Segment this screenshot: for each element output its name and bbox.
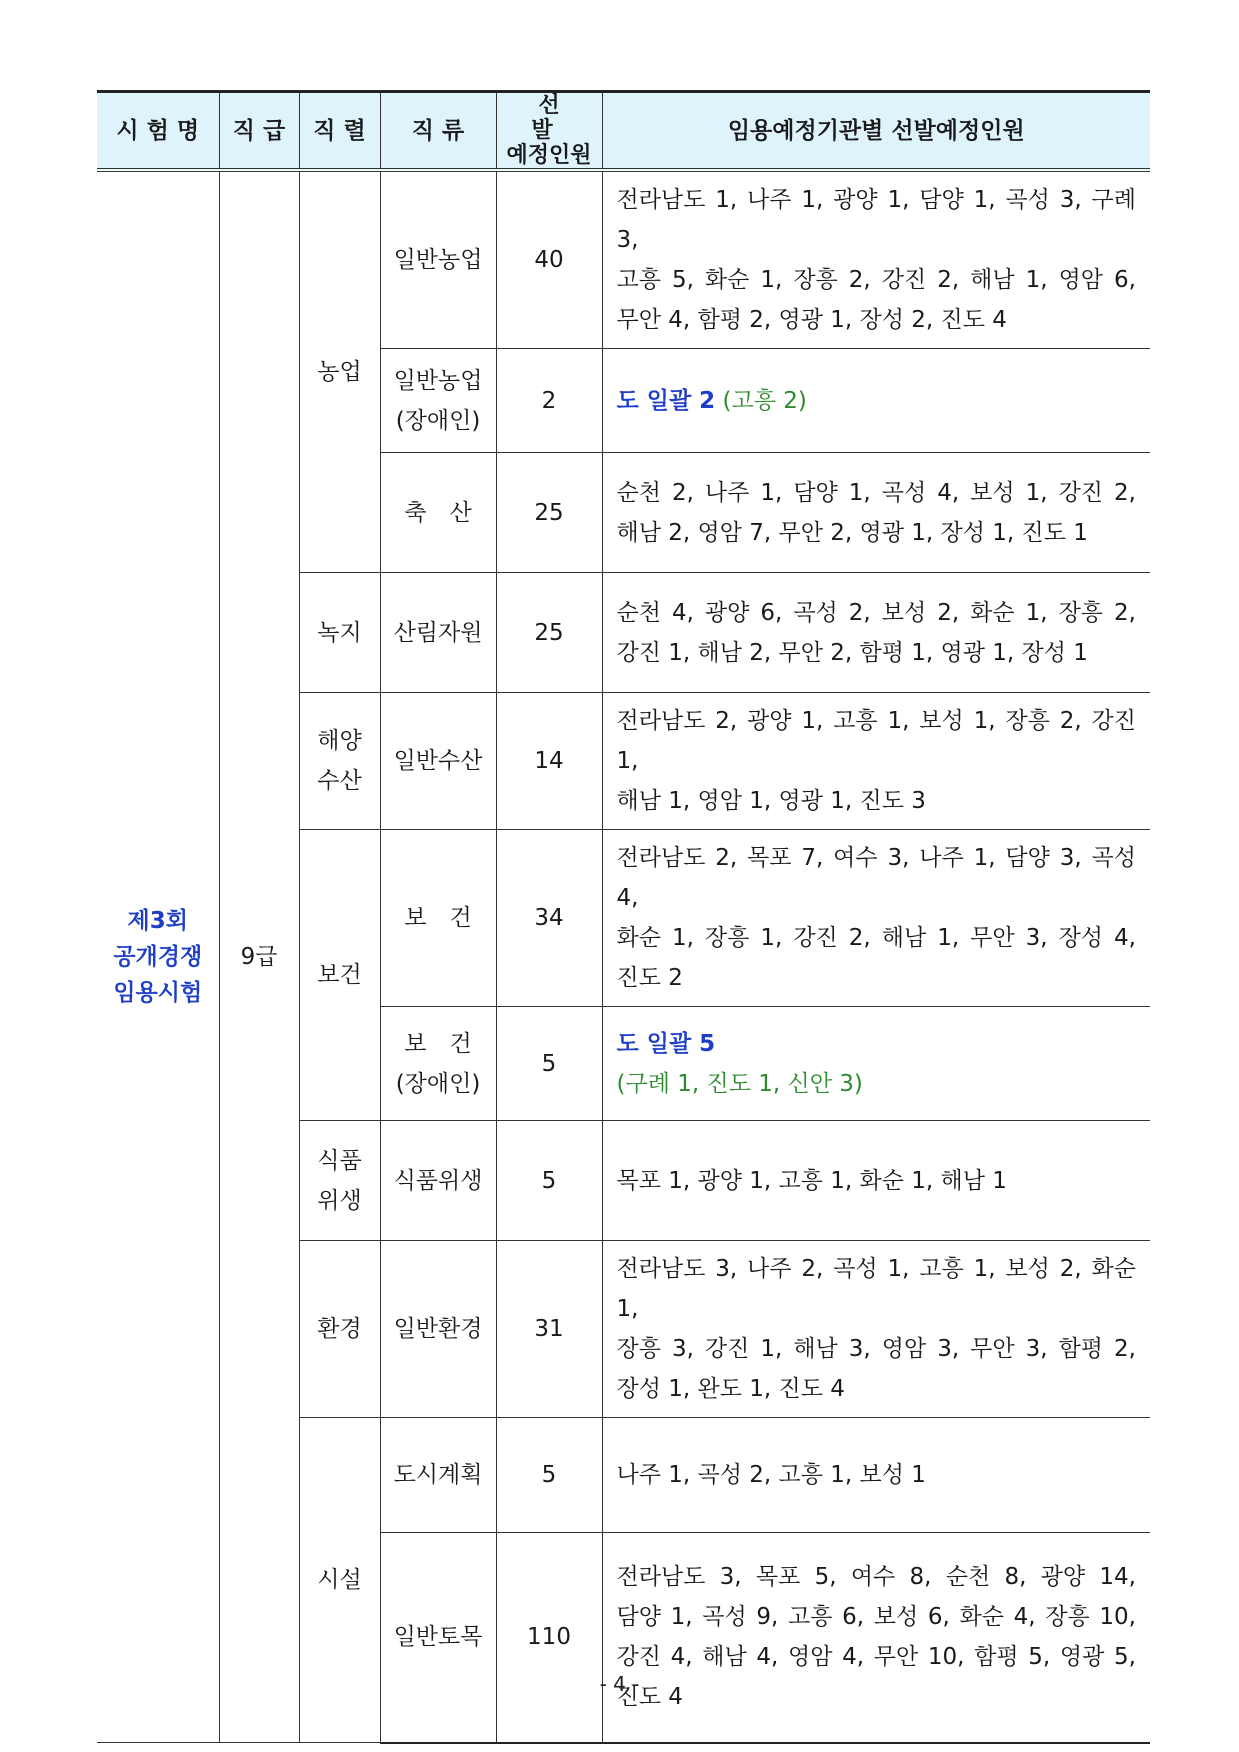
count-cell: 5	[496, 1121, 602, 1241]
allocation-line: 순천 4, 광양 6, 곡성 2, 보성 2, 화순 1, 장흥 2,	[616, 599, 1136, 626]
count-cell: 5	[496, 1418, 602, 1533]
allocation-line: 고흥 5, 화순 1, 장흥 2, 강진 2, 해남 1, 영암 6,	[616, 267, 1136, 293]
kind-cell: 일반농업	[380, 170, 496, 349]
allocation-line: 순천 2, 나주 1, 담양 1, 곡성 4, 보성 1, 강진 2,	[616, 479, 1136, 506]
allocation-cell	[602, 573, 1150, 693]
allocation-line: 전라남도 3, 나주 2, 곡성 1, 고흥 1, 보성 2, 화순 1,	[616, 1256, 1136, 1322]
series-health: 보건	[299, 830, 380, 1121]
allocation-line: 전라남도 3, 목포 5, 여수 8, 순천 8, 광양 14,	[616, 1564, 1136, 1591]
kind-cell: 산림자원	[380, 573, 496, 693]
allocation-line: 나주 1, 곡성 2, 고흥 1, 보성 1	[616, 1462, 926, 1488]
allocation-line: 강진 1, 해남 2, 무안 2, 함평 1, 영광 1, 장성 1	[616, 639, 1088, 666]
batch-label: 도 일괄 2	[616, 387, 716, 414]
count-cell: 5	[496, 1007, 602, 1121]
count-cell: 40	[496, 170, 602, 349]
allocation-line: 진도 2	[616, 965, 683, 991]
count-cell: 2	[496, 349, 602, 453]
exam-name-line3: 임용시험	[113, 980, 203, 1006]
allocation-cell	[602, 1241, 1150, 1418]
allocation-cell	[602, 349, 1150, 453]
header-row	[97, 92, 1150, 171]
allocation-cell	[602, 693, 1150, 830]
header-count-line2: 예정인원	[506, 143, 592, 168]
batch-detail: (고흥 2)	[722, 387, 807, 414]
kind-cell: 도시계획	[380, 1418, 496, 1533]
allocation-line: 장성 1, 완도 1, 진도 4	[616, 1376, 845, 1402]
allocation-line: 강진 4, 해남 4, 영암 4, 무안 10, 함평 5, 영광 5,	[616, 1644, 1136, 1671]
table-row	[97, 170, 1150, 349]
batch-detail: (구례 1, 진도 1, 신안 3)	[616, 1070, 863, 1097]
header-series: 직 렬	[299, 92, 380, 171]
allocation-cell	[602, 1418, 1150, 1533]
header-exam: 시 험 명	[97, 92, 219, 171]
allocation-line: 해남 1, 영암 1, 영광 1, 진도 3	[616, 788, 926, 814]
series-food: 식품 위생	[299, 1121, 380, 1241]
allocation-line: 목포 1, 광양 1, 고흥 1, 화순 1, 해남 1	[616, 1167, 1007, 1194]
allocation-line: 전라남도 2, 광양 1, 고흥 1, 보성 1, 장흥 2, 강진 1,	[616, 708, 1136, 774]
allocation-cell	[602, 1121, 1150, 1241]
series-forest: 녹지	[299, 573, 380, 693]
series-facility: 시설	[299, 1418, 380, 1743]
exam-name-cell	[97, 170, 219, 1743]
header-count	[496, 92, 602, 171]
kind-cell: 축 산	[380, 453, 496, 573]
allocation-line: 화순 1, 장흥 1, 강진 2, 해남 1, 무안 3, 장성 4,	[616, 925, 1136, 951]
header-count-line1: 선 발	[531, 93, 574, 143]
header-allocation: 임용예정기관별 선발예정인원	[602, 92, 1150, 171]
grade-cell: 9급	[219, 170, 299, 1743]
allocation-line: 전라남도 1, 나주 1, 광양 1, 담양 1, 곡성 3, 구례 3,	[616, 187, 1136, 253]
allocation-line: 해남 2, 영암 7, 무안 2, 영광 1, 장성 1, 진도 1	[616, 519, 1088, 546]
page-number: - 4 -	[599, 1672, 640, 1696]
count-cell: 25	[496, 453, 602, 573]
allocation-line: 전라남도 2, 목포 7, 여수 3, 나주 1, 담양 3, 곡성 4,	[616, 845, 1136, 911]
series-env: 환경	[299, 1241, 380, 1418]
header-kind: 직 류	[380, 92, 496, 171]
allocation-line: 장흥 3, 강진 1, 해남 3, 영암 3, 무안 3, 함평 2,	[616, 1336, 1136, 1362]
kind-cell: 보 건	[380, 830, 496, 1007]
kind-cell: 일반환경	[380, 1241, 496, 1418]
kind-cell: 일반농업 (장애인)	[380, 349, 496, 453]
count-cell: 31	[496, 1241, 602, 1418]
series-marine: 해양 수산	[299, 693, 380, 830]
kind-cell: 보 건 (장애인)	[380, 1007, 496, 1121]
series-agri: 농업	[299, 170, 380, 573]
allocation-cell	[602, 453, 1150, 573]
count-cell: 25	[496, 573, 602, 693]
recruitment-table	[97, 90, 1150, 1744]
count-cell: 110	[496, 1533, 602, 1743]
allocation-line: 담양 1, 곡성 9, 고흥 6, 보성 6, 화순 4, 장흥 10,	[616, 1604, 1136, 1631]
exam-name-line2: 공개경쟁	[113, 944, 203, 970]
allocation-cell	[602, 1007, 1150, 1121]
count-cell: 34	[496, 830, 602, 1007]
exam-name-line1: 제3회	[127, 908, 188, 934]
kind-cell: 식품위생	[380, 1121, 496, 1241]
allocation-cell	[602, 1533, 1150, 1743]
batch-label: 도 일괄 5	[616, 1030, 716, 1057]
kind-cell: 일반토목	[380, 1533, 496, 1743]
kind-cell: 일반수산	[380, 693, 496, 830]
allocation-line: 진도 4	[616, 1684, 683, 1711]
allocation-line: 무안 4, 함평 2, 영광 1, 장성 2, 진도 4	[616, 307, 1007, 333]
header-grade: 직 급	[219, 92, 299, 171]
allocation-cell	[602, 830, 1150, 1007]
count-cell: 14	[496, 693, 602, 830]
allocation-cell	[602, 170, 1150, 349]
